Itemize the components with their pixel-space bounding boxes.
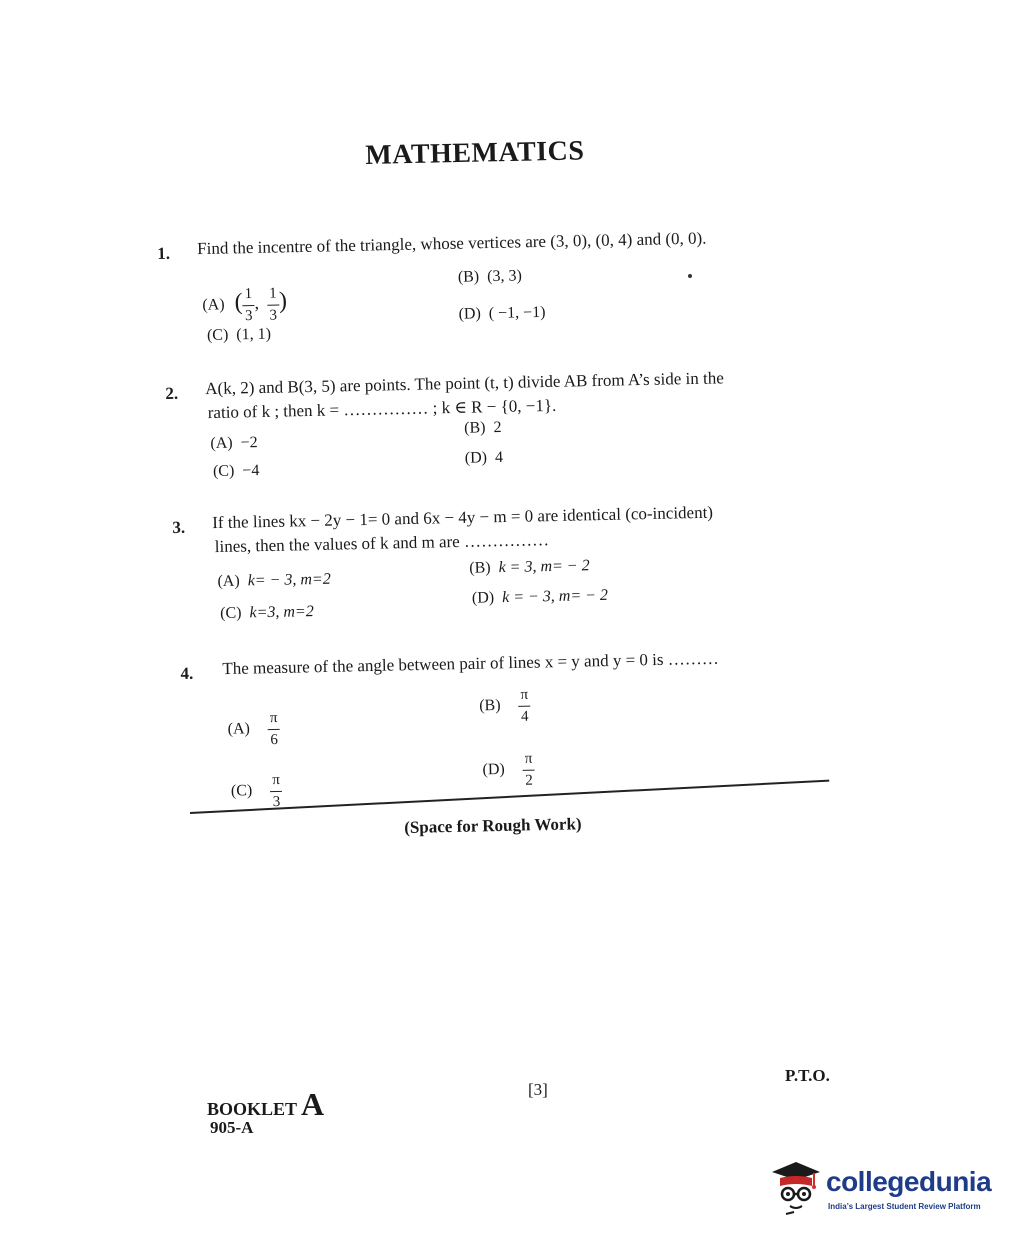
option-c: (C) $\frac{\pi}{3}$ [230,771,281,810]
fraction-denominator: 4 [520,708,529,725]
fraction-denominator: 3 [269,307,278,324]
question-text-line-1: If the lines kx − 2y − 1= 0 and 6x − 4y − m = 0 are identical (co-incident) [212,502,714,533]
question-text: Find the incentre of the triangle, whose vertices are (3, 0), (0, 4) and (0, 0). [196,228,707,259]
pto-label: P.T.O. [785,1066,830,1085]
question-1 [157,226,819,344]
question-text: The measure of the angle between pair of lines x = y and y = 0 is ……… [222,648,719,679]
mascot-icon [768,1158,824,1218]
option-a: (A) ( $\frac{1}{3}$ , $\frac{1}{3}$ ) [202,285,288,324]
fraction-denominator: 3 [244,307,253,324]
question-text-line-2: ratio of k ; then k = …………… ; k ∈ R − {0, −1}. [207,395,557,423]
rough-work-label: (Space for Rough Work) [404,814,582,837]
question-text-line-1: A(k, 2) and B(3, 5) are points. The point (t, t) divide AB from A’s side in the [205,368,724,399]
option-a: (A) k= − 3, m=2 [217,570,331,591]
question-number: 4. [180,663,194,683]
option-d: (D) 4 [464,448,504,467]
question-3 [172,497,814,623]
fraction-denominator: 6 [270,731,279,748]
question-number: 2. [165,383,179,403]
question-4 [180,637,803,810]
question-number: 1. [157,243,171,263]
fraction-numerator: π [269,709,278,727]
logo-tagline: India’s Largest Student Review Platform [828,1202,981,1211]
booklet-label: BOOKLET A [207,1086,325,1122]
option-b: (B) $\frac{\pi}{4}$ [479,686,529,725]
option-d: (D) ( −1, −1) [458,303,546,323]
fraction-numerator: π [524,750,533,767]
option-d: (D) k = − 3, m= − 2 [471,586,609,607]
option-c: (C) −4 [212,462,260,481]
fraction-numerator: 1 [244,286,253,303]
collegedunia-logo [768,1158,998,1218]
option-b: (B) k = 3, m= − 2 [469,557,590,577]
fraction-denominator: 3 [272,793,281,810]
fraction-numerator: π [272,771,281,789]
fraction-numerator: 1 [268,285,277,302]
option-b: (B) 2 [463,418,502,437]
question-number: 3. [172,517,186,537]
option-a: (A) −2 [210,434,258,453]
page-number: [3] [528,1080,548,1099]
option-label: (A) [202,296,225,314]
option-d: (D) $\frac{\pi}{2}$ [482,750,533,789]
option-c: (C) (1, 1) [206,325,272,344]
option-a: (A) $\frac{\pi}{6}$ [227,709,279,748]
question-text-line-2: lines, then the values of k and m are …………… [214,530,550,557]
option-c: (C) k=3, m=2 [220,603,314,623]
logo-wordmark: collegedunia [826,1166,992,1197]
booklet-letter: A [301,1086,325,1122]
fraction-denominator: 2 [525,772,533,789]
question-2 [165,362,817,486]
booklet-code: 905-A [210,1118,254,1137]
fraction-numerator: π [520,686,529,703]
page-title: MATHEMATICS [365,135,585,171]
stray-mark [688,274,692,278]
option-b: (B) (3, 3) [457,267,522,286]
